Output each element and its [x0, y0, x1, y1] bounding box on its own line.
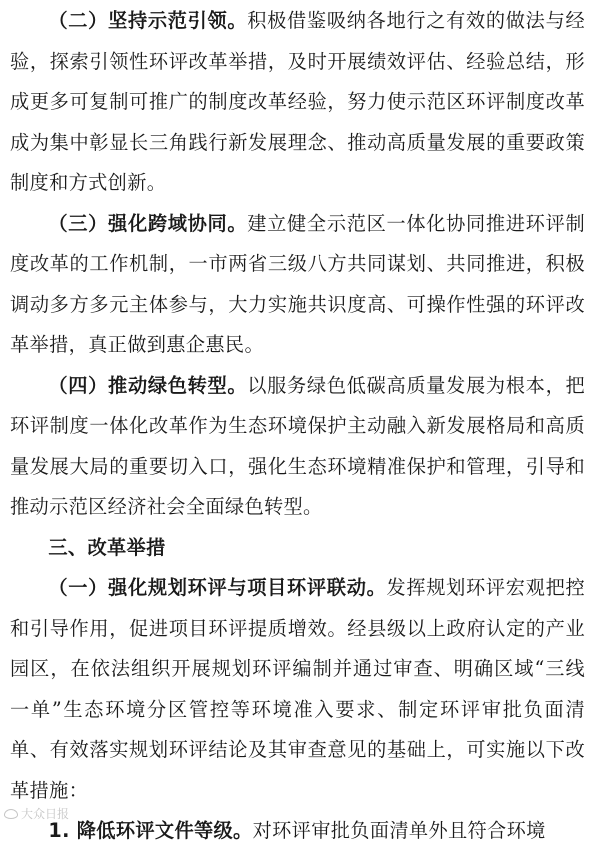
paragraph-body: 积极借鉴吸纳各地行之有效的做法与经验，探索引领性环评改革举措，及时开展绩效评估、经验总结，形成更多可复制可推广的制度改革经验，努力使示范区环评制度改革成为集中彰显长三角践行新发展理念、推动高质量发展的重要政策制度和方式创新。	[10, 9, 585, 194]
paragraph-lead: （三）强化跨域协同。	[48, 211, 248, 235]
paragraph-planning-linkage	[10, 568, 585, 811]
weibo-icon	[4, 809, 18, 819]
watermark	[4, 805, 69, 822]
paragraph-reduce-level	[10, 811, 585, 852]
paragraph-body: 建立健全示范区一体化协同推进环评制度改革的工作机制，一市两省三级八方共同谋划、共同推进，积极调动多方多元主体参与，大力实施共识度高、可操作性强的环评改革举措，真正做到惠企惠民。	[10, 211, 585, 356]
paragraph-lead: 1. 降低环评文件等级。	[48, 819, 253, 842]
section-heading: 三、改革举措	[48, 535, 166, 559]
paragraph-coordination	[10, 204, 585, 366]
paragraph-lead: （二）坚持示范引领。	[48, 9, 248, 32]
paragraph-body: 以服务绿色低碳高质量发展为根本，把环评制度一体化改革作为生态环境保护主动融入新发展格局和高质量发展大局的重要切入口，强化生态环境精准保护和管理，引导和推动示范区经济社会全面绿色转型。	[10, 373, 585, 518]
paragraph-demonstration	[10, 1, 585, 204]
paragraph-body: 对环评审批负面清单外且符合环境	[252, 819, 546, 842]
paragraph-lead: （四）推动绿色转型。	[48, 373, 248, 397]
watermark-text: 大众日报	[21, 807, 70, 821]
paragraph-body: 发挥规划环评宏观把控和引导作用，促进项目环评提质增效。经县级以上政府认定的产业园区，在依法组织开展规划环评编制并通过审查、明确区域“三线一单”生态环境分区管控等环境准入要求、制定环评审批负面清单、有效落实规划环评结论及其审查意见的基础上，可实施以下改革措施：	[10, 576, 586, 802]
paragraph-green-transition	[10, 366, 585, 528]
paragraph-lead: （一）强化规划环评与项目环评联动。	[48, 576, 387, 599]
